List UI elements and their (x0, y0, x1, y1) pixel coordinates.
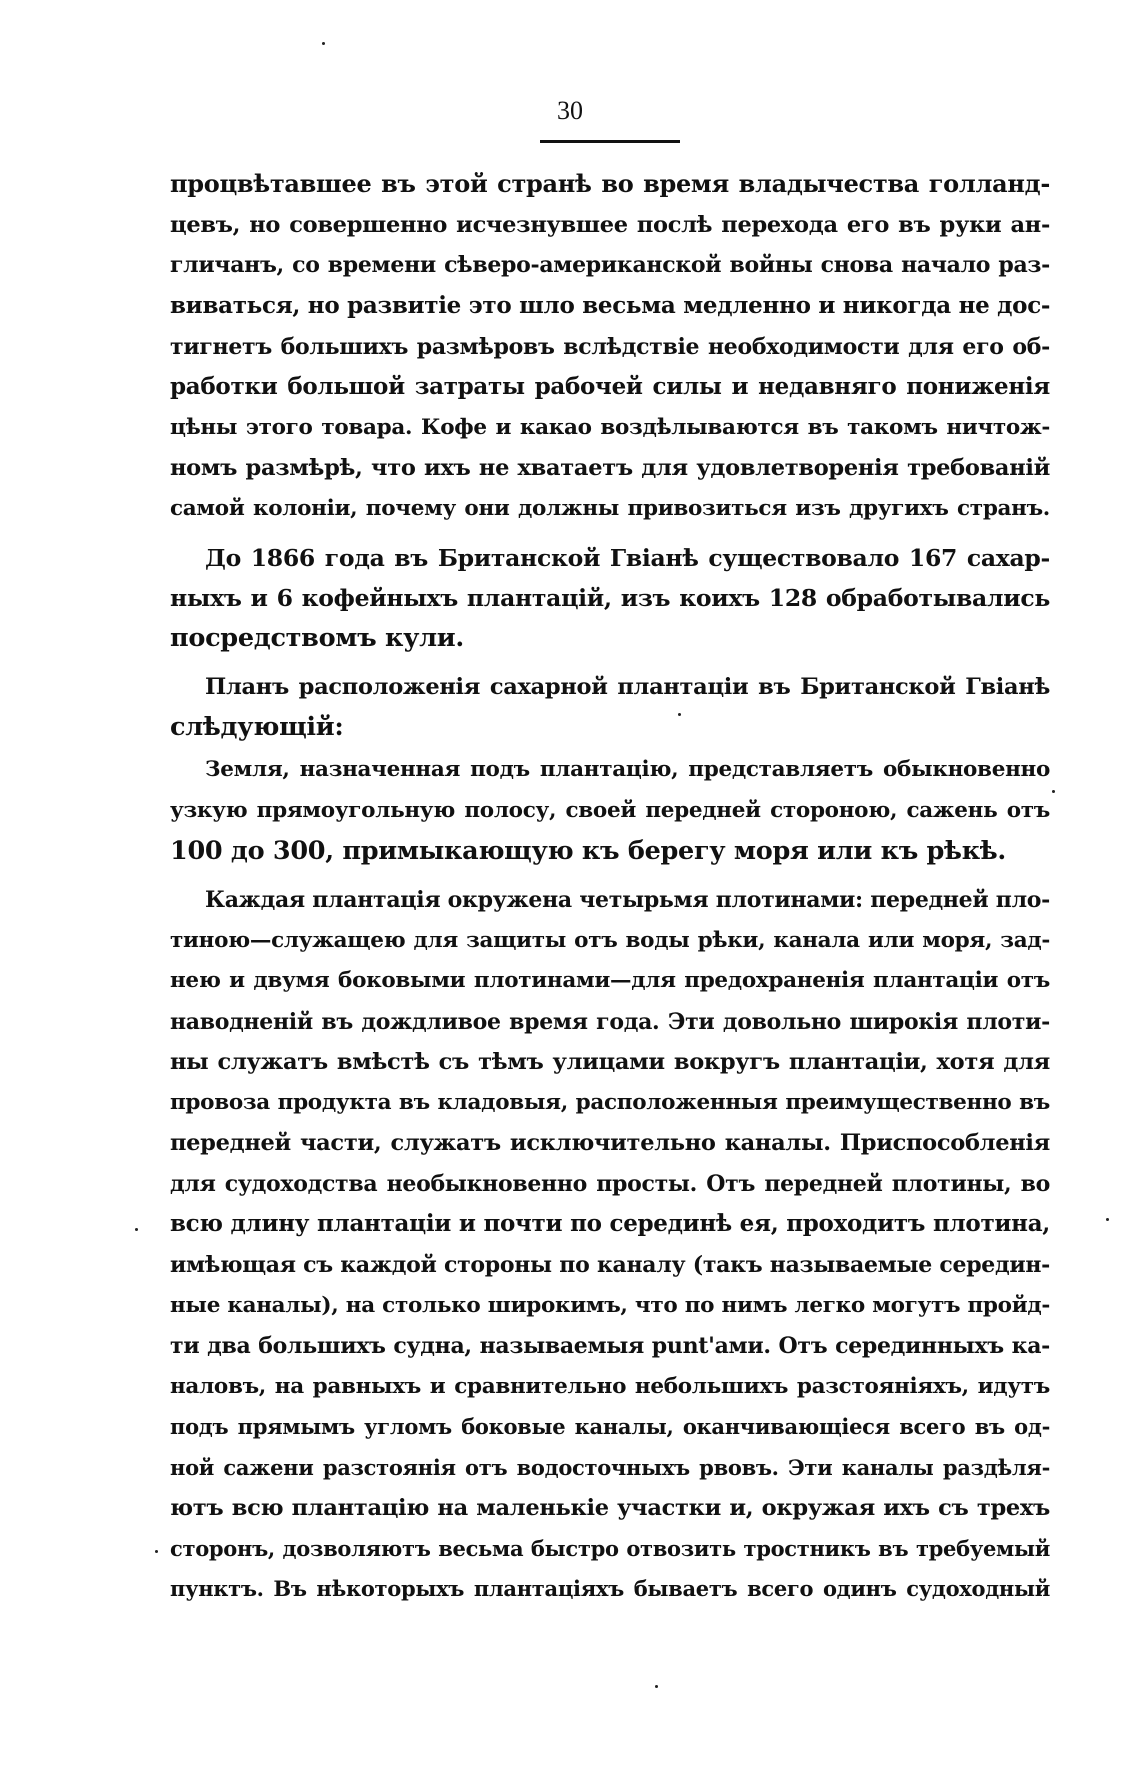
text-line: ныхъ и 6 кофейныхъ плантацій, изъ коихъ 128 обработывались (170, 584, 1050, 612)
text-line: для судоходства необыкновенно просты. Отъ передней плотины, во (170, 1171, 1050, 1197)
text-line: работки большой затраты рабочей силы и недавняго пониженія (170, 373, 1050, 400)
text-line: гличанъ, со времени сѣверо-американской войны снова начало раз- (170, 252, 1050, 278)
text-line: цѣны этого товара. Кофе и какао воздѣлываются въ такомъ ничтож- (170, 415, 1050, 440)
text-line: наводненій въ дождливое время года. Эти довольно широкія плоти- (170, 1009, 1050, 1035)
scan-speck (655, 1685, 658, 1688)
scan-speck (678, 713, 681, 716)
text-line: пунктъ. Въ нѣкоторыхъ плантаціяхъ бываетъ всего одинъ судоходный (170, 1576, 1050, 1601)
text-line: имѣющая съ каждой стороны по каналу (такъ называемые середин- (170, 1252, 1050, 1278)
text-line: наловъ, на равныхъ и сравнительно небольшихъ разстояніяхъ, идутъ (170, 1374, 1050, 1399)
text-line: передней части, служатъ исключительно каналы. Приспособленія (170, 1130, 1050, 1156)
text-line: слѣдующій: (170, 712, 344, 742)
text-line: ны служатъ вмѣстѣ съ тѣмъ улицами вокругъ плантаціи, хотя для (170, 1049, 1050, 1075)
text-line: процвѣтавшее въ этой странѣ во время владычества голланд- (170, 169, 1050, 198)
text-line: ные каналы), на столько широкимъ, что по нимъ легко могутъ пройд- (170, 1293, 1050, 1318)
text-line: номъ размѣрѣ, что ихъ не хватаетъ для удовлетворенія требованій (170, 455, 1050, 481)
scan-speck (1052, 790, 1055, 793)
scan-speck (135, 1228, 138, 1231)
text-line: посредствомъ кули. (170, 623, 465, 653)
text-line: провоза продукта въ кладовыя, расположенныя преимущественно въ (170, 1090, 1050, 1115)
text-line: Планъ расположенія сахарной плантаціи въ Британской Гвіанѣ (205, 674, 1050, 700)
text-line: До 1866 года въ Британской Гвіанѣ существовало 167 сахар- (205, 544, 1050, 572)
text-line: Земля, назначенная подъ плантацію, представляетъ обыкновенно (205, 757, 1050, 782)
text-line: цевъ, но совершенно исчезнувшее послѣ перехода его въ руки ан- (170, 212, 1050, 238)
scan-speck (322, 42, 325, 45)
text-line: узкую прямоугольную полосу, своей передней стороною, сажень отъ (170, 798, 1050, 823)
text-line: виваться, но развитіе это шло весьма медленно и никогда не дос- (170, 292, 1051, 319)
text-line: сторонъ, дозволяютъ весьма быстро отвозить тростникъ въ требуемый (170, 1536, 1050, 1561)
text-line: Каждая плантація окружена четырьмя плотинами: передней пло- (205, 887, 1050, 913)
text-line: ной сажени разстоянія отъ водосточныхъ рвовъ. Эти каналы раздѣля- (170, 1455, 1050, 1480)
text-line: тигнетъ большихъ размѣровъ вслѣдствіе необходимости для его об- (170, 334, 1050, 360)
page-number: 30 (557, 96, 583, 125)
text-line: ти два большихъ судна, называемыя punt'ами. Отъ серединныхъ ка- (170, 1333, 1050, 1359)
text-line: самой колоніи, почему они должны привозиться изъ другихъ странъ. (170, 496, 1050, 521)
text-line: ютъ всю плантацію на маленькіе участки и, окружая ихъ съ трехъ (170, 1495, 1050, 1521)
text-line: всю длину плантаціи и почти по серединѣ ея, проходитъ плотина, (170, 1210, 1050, 1237)
scan-speck (1106, 1218, 1109, 1221)
scan-speck (155, 1550, 158, 1553)
text-line: 100 до 300, примыкающую къ берегу моря или къ рѣкѣ. (170, 836, 1007, 866)
text-line: подъ прямымъ угломъ боковые каналы, оканчивающіеся всего въ од- (170, 1414, 1050, 1439)
header-rule (540, 140, 680, 143)
text-line: нею и двумя боковыми плотинами—для предохраненія плантаціи отъ (170, 968, 1050, 993)
text-line: тиною—служащею для защиты отъ воды рѣки, канала или моря, зад- (170, 928, 1050, 953)
